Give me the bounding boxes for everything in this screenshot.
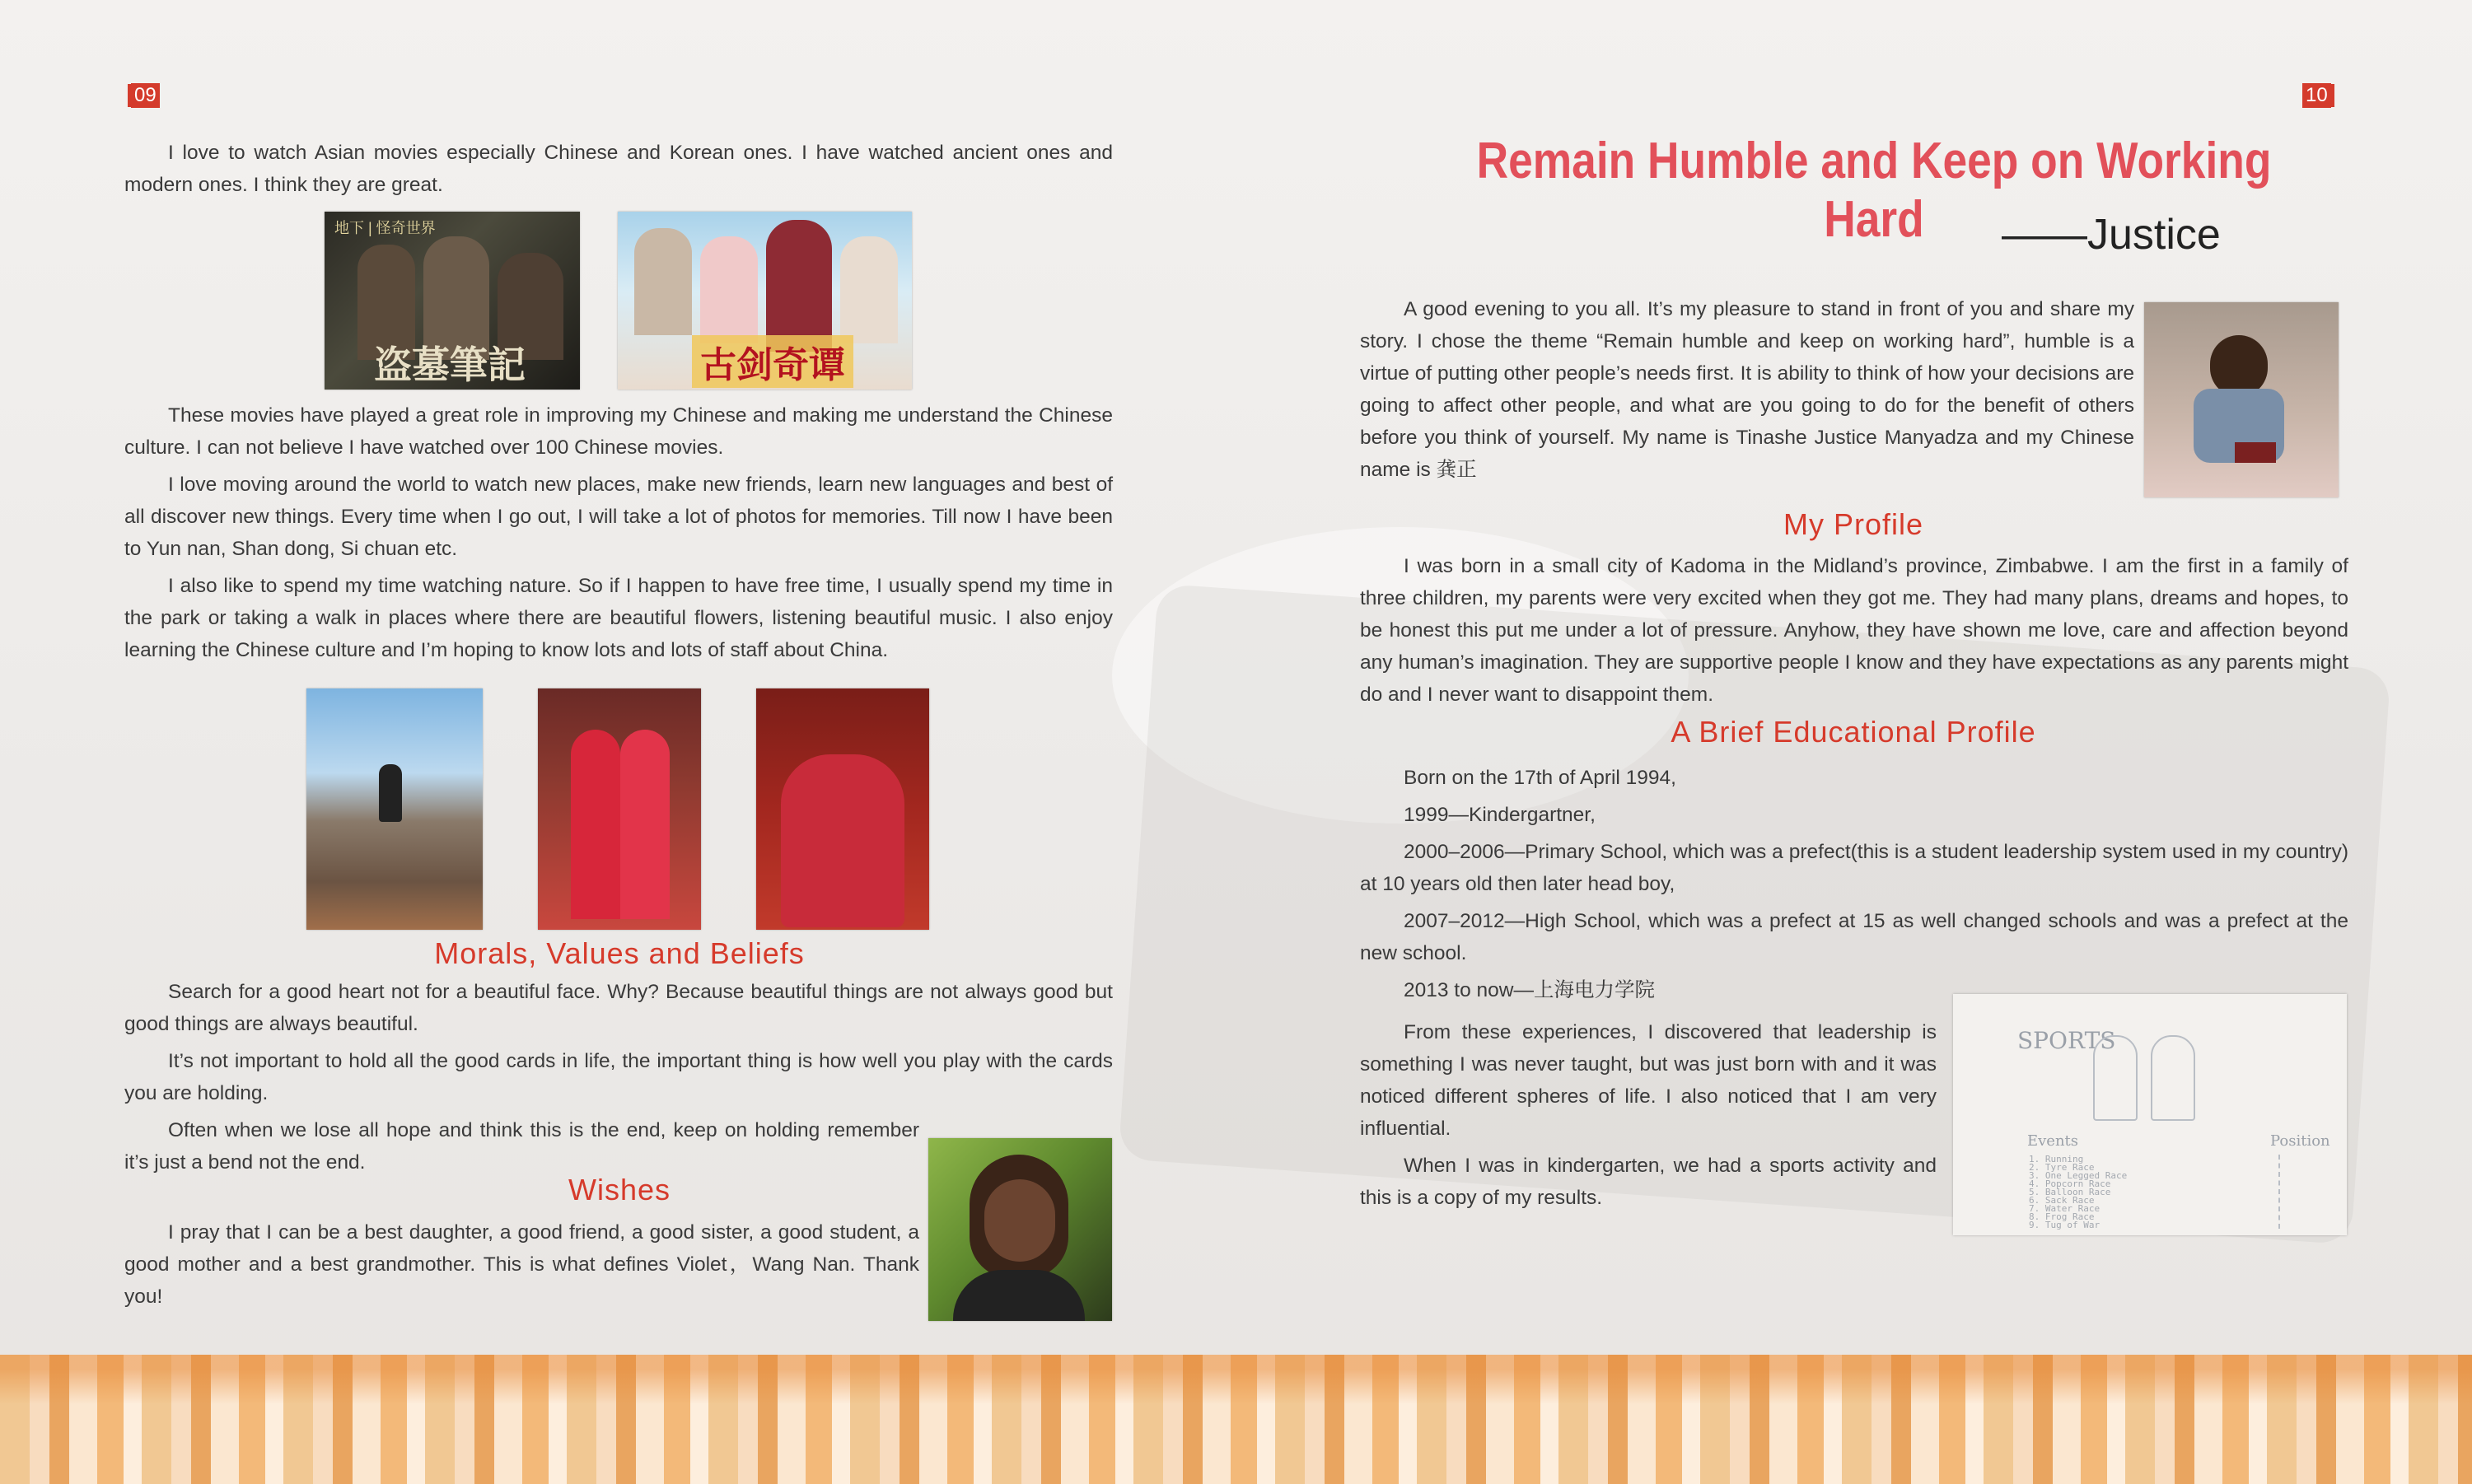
sports-results-sheet xyxy=(1953,994,2347,1235)
sports-position-label: Position xyxy=(2270,1132,2330,1150)
photo-red-dress xyxy=(756,688,929,930)
sports-event-item: 7. Water Race xyxy=(2029,1203,2100,1214)
sports-events-label: Events xyxy=(2027,1132,2079,1150)
morals-paragraph-1: Search for a good heart not for a beautiful face. Why? Because beautiful things are not always good but good things are always beautiful. xyxy=(124,981,1113,1035)
morals-paragraph-3: Often when we lose all hope and think this is the end, keep on holding remember it’s just a bend not the end. xyxy=(124,1119,919,1174)
education-item: 1999—Kindergartner, xyxy=(1404,804,1596,826)
profile-heading: My Profile xyxy=(1783,507,1924,541)
sports-sheet-heading: SPORTS xyxy=(2017,1027,2116,1054)
wishes-heading: Wishes xyxy=(568,1173,671,1206)
travel-paragraph: I love moving around the world to watch new places, make new friends, learn new languages and best of all discover new things. Every time when I go out, I will take a lot of photos for memories. Till now I have been to Yun nan, Shan dong, Si chuan etc. xyxy=(124,474,1113,560)
sports-event-item: 6. Sack Race xyxy=(2029,1195,2095,1206)
movie-poster-lost-tomb xyxy=(325,212,580,390)
sports-events-list xyxy=(2029,1155,2127,1230)
wishes-paragraph-block xyxy=(124,1216,919,1318)
poster-title: 古剑奇谭 xyxy=(692,335,853,388)
movies-paragraph: These movies have played a great role in improving my Chinese and making me understand the Chinese culture. I can not believe I have watched over 100 Chinese movies. xyxy=(124,404,1113,459)
page-number-text: 09 xyxy=(131,83,160,108)
portrait-photo-violet xyxy=(928,1138,1112,1321)
intro-paragraph xyxy=(124,137,1113,206)
page-number-right xyxy=(2302,82,2334,107)
sports-event-item: 5. Balloon Race xyxy=(2029,1187,2111,1197)
poster-title: 盗墓筆記 xyxy=(374,343,526,387)
sports-event-item: 4. Popcorn Race xyxy=(2029,1178,2111,1189)
poster-tagline: 地下 | 怪奇世界 xyxy=(334,220,436,236)
sports-event-item: 8. Frog Race xyxy=(2029,1211,2095,1222)
article-author: ——Justice xyxy=(2002,211,2221,259)
photo-red-costumes xyxy=(538,688,701,930)
nature-paragraph: I also like to spend my time watching nature. So if I happen to have free time, I usually spend my time in the park or taking a walk in places where there are beautiful flowers, listening beautiful music. I also enjoy learning the Chinese culture and I’m hoping to know lots and lots of staff about China. xyxy=(124,575,1113,661)
morals-paragraph-2: It’s not important to hold all the good cards in life, the important thing is how well you play with the cards you are holding. xyxy=(124,1050,1113,1104)
education-heading: A Brief Educational Profile xyxy=(1671,715,2036,749)
sports-event-item: 2. Tyre Race xyxy=(2029,1162,2095,1173)
movie-poster-swords-of-legends xyxy=(618,212,912,390)
intro-text: I love to watch Asian movies especially Chinese and Korean ones. I have watched ancient ones and modern ones. I think they are great. xyxy=(124,142,1113,196)
morals-heading: Morals, Values and Beliefs xyxy=(434,936,805,970)
education-item: Born on the 17th of April 1994, xyxy=(1404,767,1676,789)
experience-paragraph-1: From these experiences, I discovered that leadership is something I was never taught, but was just born with and it was noticed different spheres of life. I also noticed that I am very influential. xyxy=(1360,1021,1937,1140)
profile-paragraph-block xyxy=(1360,550,2348,716)
experience-paragraph-2: When I was in kindergarten, we had a sports activity and this is a copy of my results. xyxy=(1360,1155,1937,1209)
photo-coast xyxy=(306,688,483,930)
intro-text: A good evening to you all. It’s my pleasure to stand in front of you and share my story. I chose the theme “Remain humble and keep on working hard”, humble is a virtue of putting other people’s needs first. It is ability to think of how your decisions are going to affect other people, and what are you going to do for the benefit of others before you think of yourself. My name is Tinashe Justice Manyadza and my Chinese name is 龚正 xyxy=(1360,298,2134,481)
page-number-left xyxy=(128,82,160,107)
sports-event-item: 1. Running xyxy=(2029,1154,2084,1164)
baby-photo xyxy=(2144,302,2339,497)
intro-paragraph-right xyxy=(1360,293,2134,491)
wishes-paragraph: I pray that I can be a best daughter, a good friend, a good sister, a good student, a good mother and a best grandmother. This is what defines Violet，Wang Nan. Thank you! xyxy=(124,1221,919,1308)
travel-paragraphs xyxy=(124,399,1113,671)
left-page xyxy=(0,0,1236,1351)
sports-event-item: 9. Tug of War xyxy=(2029,1220,2100,1230)
education-list xyxy=(1360,762,2348,1011)
article-title: Remain Humble and Keep on Working Hard xyxy=(1476,133,2272,248)
profile-paragraph: I was born in a small city of Kadoma in the Midland’s province, Zimbabwe. I am the first in a family of three children, my parents were very excited when they got me. They had many plans, dreams and hopes, to be honest this put me under a lot of pressure. Anyhow, they have shown me love, care and affection beyond any human’s imagination. They are supportive people I know and they have expectations as any parents might do and I never want to disappoint them. xyxy=(1360,555,2348,706)
morals-paragraphs xyxy=(124,976,1113,1114)
experience-paragraphs xyxy=(1360,1016,1937,1219)
education-item: 2007–2012—High School, which was a prefect at 15 as well changed schools and was a prefect at the new school. xyxy=(1360,910,2348,964)
education-item: 2013 to now—上海电力学院 xyxy=(1404,979,1655,1001)
education-item: 2000–2006—Primary School, which was a prefect(this is a student leadership system used in my country) at 10 years old then later head boy, xyxy=(1360,841,2348,895)
page-number-text: 10 xyxy=(2302,83,2331,108)
sports-event-item: 3. One Legged Race xyxy=(2029,1170,2128,1181)
footer-gradient-overlay xyxy=(0,1355,2472,1484)
